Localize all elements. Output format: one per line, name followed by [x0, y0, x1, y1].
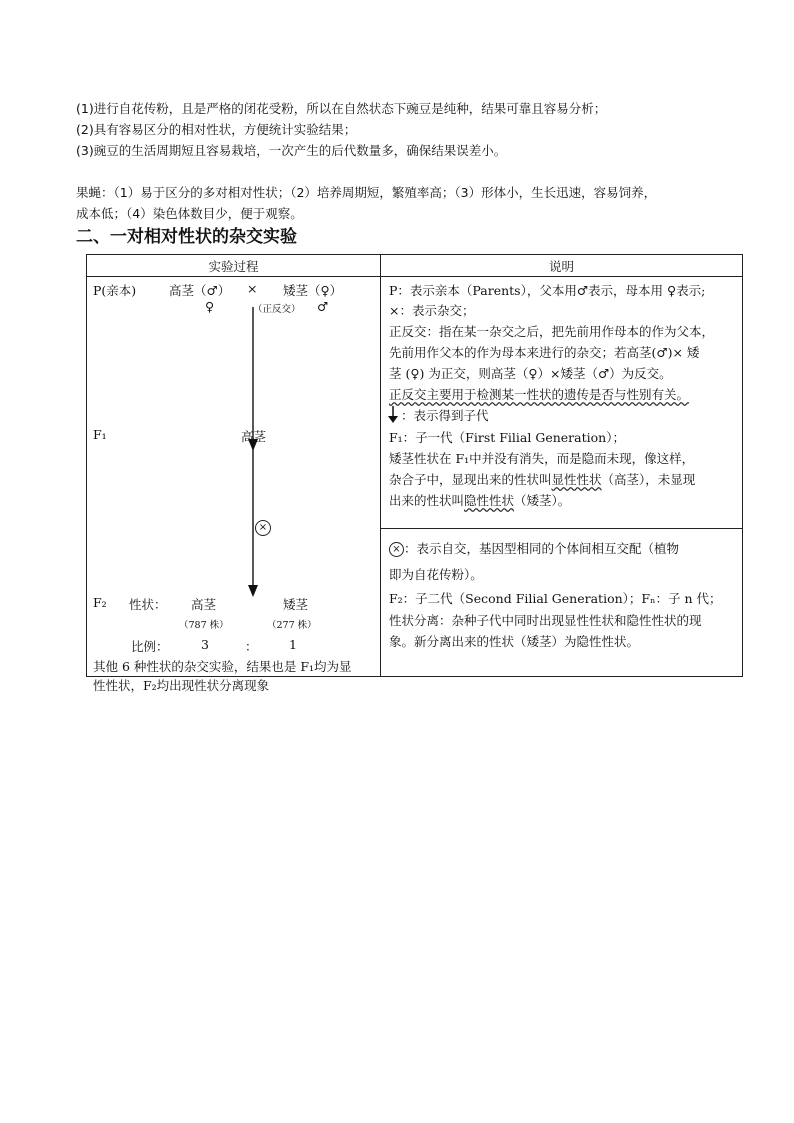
experiment-table: [86, 254, 743, 693]
header-process: 实验过程: [87, 255, 381, 277]
fruitfly-line-2: 成本低；（4）染色体数目少，便于观察。: [76, 206, 303, 221]
f2-tall: 高茎: [191, 597, 217, 612]
recessive-trait-term: 隐性性状: [464, 493, 515, 508]
segregation-line-2: 象。新分离出来的性状（矮茎）为隐性性状。: [389, 634, 640, 649]
header-explanation: 说明: [381, 255, 743, 277]
segregation-line-1: 性状分离：杂种子代中同时出现显性性状和隐性性状的现: [389, 613, 702, 628]
count-tall: （787 株）: [179, 620, 229, 631]
expl-line-4: 先前用作父本的作为母本来进行的杂交；若高茎(♂)× 矮: [389, 345, 700, 360]
ratio-colon: ：: [245, 639, 258, 654]
expl-line-10-c: （高茎），未显现: [601, 472, 696, 487]
f2-short: 矮茎: [283, 597, 309, 612]
reciprocal-note: （正反交）: [253, 304, 301, 315]
expl-line-1: P：表示亲本（Parents），父本用♂表示，母本用 ♀表示;: [389, 283, 706, 298]
selfing-icon: ×: [389, 542, 404, 557]
tall-male: 高茎（♂）: [169, 283, 231, 298]
down-arrow-icon: [387, 406, 399, 424]
expl-line-6: 正反交主要用于检测某一性状的遗传是否与性别有关。: [389, 387, 690, 402]
pea-point-1: (1)进行自花传粉，且是严格的闭花受粉，所以在自然状态下豌豆是纯种，结果可靠且容易分析；: [76, 101, 607, 116]
expl-line-5: 茎 (♀) 为正交，则高茎（♀）×矮茎（♂）为反交。: [389, 366, 672, 381]
ratio-a: 3: [201, 637, 209, 652]
f1-label: F₁: [93, 427, 107, 442]
female-symbol: ♀: [205, 299, 215, 314]
expl-line-11: [389, 491, 570, 509]
selfing-line-2: 即为自花传粉）。: [389, 567, 483, 582]
ratio-label: 比例：: [131, 639, 169, 654]
expl-line-11-a: 出来的性状叫: [389, 493, 465, 508]
self-cross-icon: ×: [255, 520, 271, 536]
male-symbol: ♂: [317, 299, 329, 314]
explanation-cell-bottom: [381, 529, 743, 677]
expl-line-11-c: （矮茎）。: [514, 493, 571, 508]
pea-point-2: (2)具有容易区分的相对性状，方便统计实验结果；: [76, 122, 357, 137]
conclusion-line-1: 其他 6 种性状的杂交实验，结果也是 F₁均为显: [93, 659, 352, 674]
cross-symbol: ×: [247, 281, 258, 296]
expl-line-7: ：表示得到子代: [401, 408, 489, 423]
process-cell: [87, 277, 381, 693]
ratio-b: 1: [289, 637, 297, 652]
f1-trait: 高茎: [241, 429, 267, 444]
section-heading: 二、一对相对性状的杂交实验: [76, 227, 297, 247]
conclusion-line-2: 性性状，F₂均出现性状分离现象: [93, 678, 270, 693]
fruitfly-line-1: 果蝇：（1）易于区分的多对相对性状；（2）培养周期短，繁殖率高；（3）形体小，生长迅速，容易饲养，: [76, 185, 657, 200]
selfing-text-1: ：表示自交，基因型相同的个体间相互交配（植物: [404, 541, 680, 556]
expl-line-8: F₁：子一代（First Filial Generation）；: [389, 430, 625, 445]
count-short: （277 株）: [267, 620, 317, 631]
trait-label: 性状：: [129, 597, 167, 612]
expl-line-10-a: 杂合子中，显现出来的性状叫: [389, 472, 552, 487]
expl-line-10: [389, 470, 695, 488]
expl-line-3: 正反交：指在某一杂交之后，把先前用作母本的作为父本，: [389, 324, 715, 339]
parent-label: P(亲本): [93, 283, 137, 298]
short-female: 矮茎（♀）: [283, 283, 343, 298]
f2-explanation: F₂：子二代（Second Filial Generation）；Fₙ：子 n 代；: [389, 591, 722, 606]
pea-point-3: (3)豌豆的生活周期短且容易栽培，一次产生的后代数量多，确保结果误差小。: [76, 143, 507, 158]
dominant-trait-term: 显性性状: [551, 472, 602, 487]
explanation-cell-top: [381, 277, 743, 529]
f2-label: F₂: [93, 595, 107, 610]
selfing-line-1: [389, 539, 679, 557]
expl-line-2: ×：表示杂交；: [389, 303, 475, 318]
expl-line-9: 矮茎性状在 F₁中并没有消失，而是隐而未现，像这样，: [389, 451, 695, 466]
